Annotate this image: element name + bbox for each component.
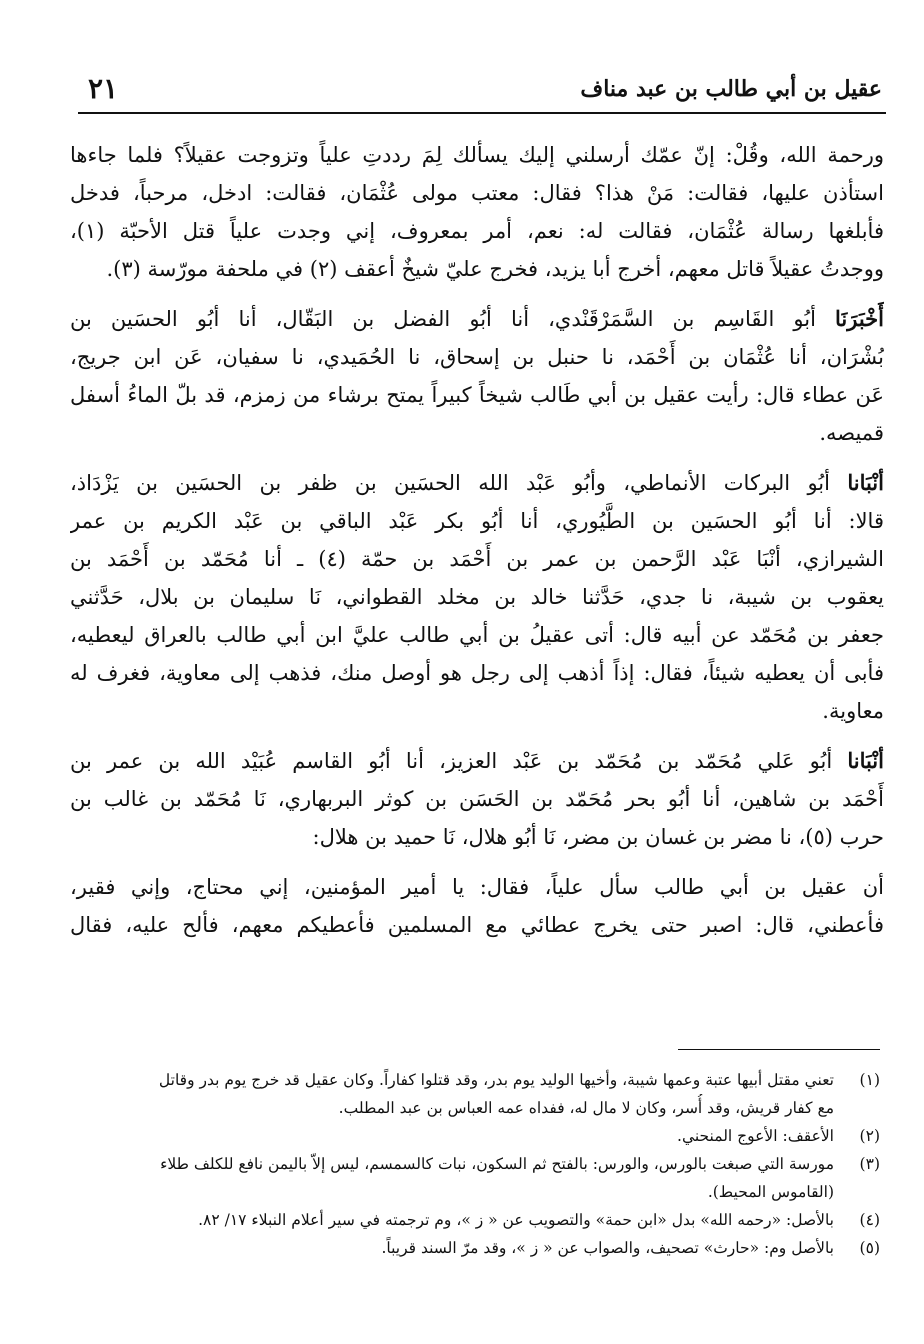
footnote-line: (القاموس المحيط).: [707, 1183, 834, 1201]
footnote-number: (٣): [859, 1155, 880, 1173]
text-line: الشيرازي، أنْبَا عَبْد الرَّحمن بن عمر بن أَحْمَد بن حمّة (٤) ـ أنا مُحَمّد بن أَحْمَد بن: [70, 547, 884, 571]
footnote-line: مورسة التي صبغت بالورس، والورس: بالفتح ثم السكون، نبات كالسمسم، ليس إلاّ باليمن نافع للكلف طلاء: [160, 1155, 834, 1173]
text-line: فأبلغها رسالة عُثْمَان، فقالت له: نعم، أمر بمعروف، إني وجدت علياً قتل الأحبّة (١)،: [70, 219, 884, 243]
footnote: [70, 1150, 880, 1206]
text-line-content: أبُو البركات الأنماطي، وأبُو عَبْد الله الحسَين بن ظفر بن الحسَين بن يَزْدَاذ،: [70, 471, 830, 495]
text-line: فأعطني، قال: اصبر حتى يخرج عطائي مع المسلمين فأعطيكم معهم، فألح عليه، فقال: [70, 913, 884, 937]
text-line: جعفر بن مُحَمّد عن أبيه قال: أتى عقيلُ بن أبي طالب عليَّ ابن أبي طالب بالعراق ليعطيه،: [70, 623, 884, 647]
page-header: [78, 68, 886, 114]
footnote-number: (٥): [859, 1239, 880, 1257]
running-title: عقيل بن أبي طالب بن عبد مناف: [580, 76, 882, 102]
page-number: ٢١: [88, 72, 119, 105]
text-line: [70, 464, 884, 502]
text-line: فأبى أن يعطيه شيئاً، فقال: إذاً أذهب إلى رجل هو أوصل منك، فذهب إلى معاوية، فغرف له: [70, 661, 884, 685]
paragraph: [70, 742, 884, 856]
text-line: استأذن عليها، فقالت: مَنْ هذا؟ فقال: معتب مولى عُثْمَان، فقالت: ادخل، مرحباً، فدخل: [70, 181, 884, 205]
text-line: يعقوب بن شيبة، نا جدي، حَدَّثنا خالد بن مخلد القطواني، نَا سليمان بن بلال، حَدَّثني: [70, 585, 884, 609]
footnote-line: مع كفار قريش، وقد أُسر، وكان لا مال له، ففداه عمه العباس بن عبد المطلب.: [338, 1099, 834, 1117]
footnote-line: تعني مقتل أبيها عتبة وعمها شيبة، وأخيها الوليد يوم بدر، وقد قتلوا كفاراً. وكان عقيل قد خرج يوم بدر وقاتل: [158, 1071, 834, 1089]
footnote: [70, 1206, 880, 1234]
footnotes: [70, 1066, 880, 1262]
footnote: [70, 1122, 880, 1150]
footnote: [70, 1234, 880, 1262]
text-line: أن عقيل بن أبي طالب سأل علياً، فقال: يا أمير المؤمنين، إني محتاج، وإني فقير،: [70, 875, 884, 899]
paragraph: [70, 868, 884, 944]
text-line: ورحمة الله، وقُلْ: إنّ عمّك أرسلني إليك يسألك لِمَ رددتِ علياً وتزوجت عقيلاً؟ فلما جاءها: [70, 143, 884, 167]
footnote-line: الأعقف: الأعوج المنحني.: [677, 1127, 834, 1145]
footnote-line: بالأصل وم: «حارث» تصحيف، والصواب عن « ز »، وقد مرّ السند قريباً.: [381, 1239, 834, 1257]
paragraph-lead-word: أَخْبَرَنَا: [835, 306, 884, 331]
text-line-content: أبُو القَاسِم بن السَّمَرْقَنْدي، أنا أبُو الفضل بن البَقّال، أنا أبُو الحسَين بن: [70, 307, 816, 331]
paragraph-lead-word: أنْبَانا: [847, 748, 884, 773]
footnote: [70, 1066, 880, 1122]
paragraph-lead-word: أنْبَانا: [847, 470, 884, 495]
footnote-number: (٤): [859, 1211, 880, 1229]
footnote-number: (٢): [859, 1127, 880, 1145]
text-line: أَحْمَد بن شاهين، أنا أبُو بحر مُحَمّد بن الحَسَن بن كوثر البربهاري، نَا مُحَمّد بن غالب بن: [70, 787, 884, 811]
text-line-content: أبُو عَلي مُحَمّد بن مُحَمّد بن عَبْد العزيز، أنا أبُو القاسم عُبَيْد الله بن عمر بن: [70, 749, 833, 773]
paragraph: [70, 464, 884, 730]
footnote-number: (١): [859, 1071, 880, 1089]
text-line: [70, 300, 884, 338]
text-line: [70, 742, 884, 780]
text-line: قميصه.: [819, 421, 884, 445]
main-text: [70, 136, 884, 944]
paragraph: [70, 136, 884, 288]
text-line: ووجدتُ عقيلاً قاتل معهم، أخرج أبا يزيد، فخرج عليّ شيخٌ أعقف (٢) في ملحفة مورّسة (٣).: [106, 257, 884, 281]
text-line: عَن عطاء قال: رأيت عقيل بن أبي طَالب شيخاً كبيراً يمتح برشاء من زمزم، قد بلّ الماءُ أسفل: [70, 383, 884, 407]
text-line: قالا: أنا أبُو الحسَين بن الطَّيُوري، أنا أبُو بكر عَبْد الباقي بن عَبْد الكريم بن عمر: [70, 509, 884, 533]
paragraph: [70, 300, 884, 452]
text-line: معاوية.: [822, 699, 884, 723]
footnote-separator: [678, 1049, 880, 1050]
footnote-line: بالأصل: «رحمه الله» بدل «ابن حمة» والتصويب عن « ز »، وم ترجمته في سير أعلام النبلاء ١٧/ ٨٢.: [198, 1211, 834, 1229]
text-line: بُشْرَان، أنا عُثْمَان بن أَحْمَد، نا حنبل بن إسحاق، نا الحُمَيدي، نا سفيان، عَن ابن جريج،: [70, 345, 884, 369]
text-line: حرب (٥)، نا مضر بن غسان بن مضر، نَا أبُو هلال، نَا حميد بن هلال:: [312, 825, 884, 849]
